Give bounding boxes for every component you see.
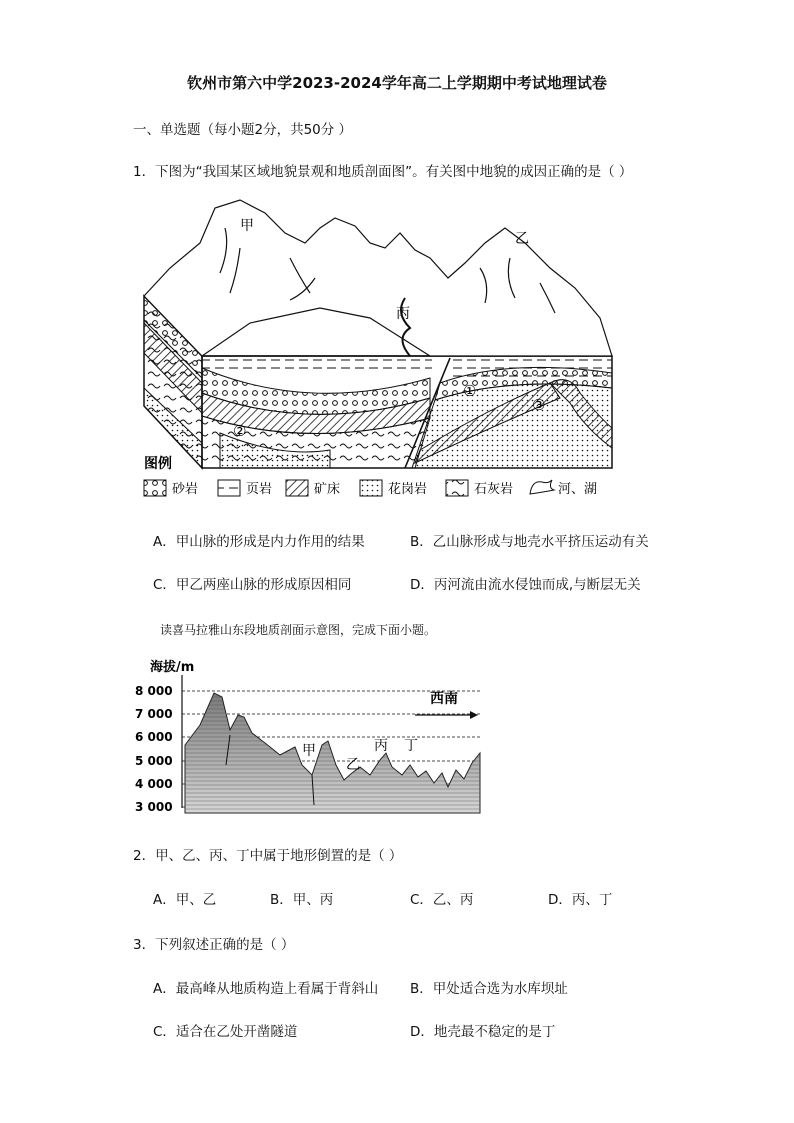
legend-shale: 页岩 [246, 482, 273, 497]
q1-option-d: D．丙河流由流水侵蚀而成,与断层无关 [410, 577, 641, 593]
label-jia-2: 甲 [302, 743, 316, 759]
y-tick-5000: 5 000 [135, 754, 173, 768]
label-yi-2: 乙 [346, 757, 360, 773]
himalaya-profile-figure [130, 655, 490, 815]
y-tick-4000: 4 000 [135, 777, 173, 791]
y-axis [135, 675, 182, 814]
label-circle-3: ③ [532, 396, 546, 414]
label-jia: 甲 [240, 218, 254, 234]
label-bing: 丙 [396, 306, 410, 322]
figure-2-intro: 读喜马拉雅山东段地质剖面示意图，完成下面小题。 [160, 623, 437, 637]
legend-river-lake: 河、湖 [558, 482, 598, 497]
direction-label: 西南 [430, 691, 458, 707]
terrain-profile [185, 693, 480, 813]
q1-option-b: B．乙山脉形成与地壳水平挤压运动有关 [410, 534, 649, 550]
label-bing-2: 丙 [374, 738, 388, 754]
y-tick-8000: 8 000 [135, 684, 173, 698]
legend-title: 图例 [144, 456, 172, 472]
label-circle-1: ① [463, 382, 477, 400]
y-tick-7000: 7 000 [135, 707, 173, 721]
label-ding-2: 丁 [404, 738, 418, 754]
question-3-stem: 3．下列叙述正确的是（ ） [133, 937, 295, 953]
q2-option-a: A．甲、乙 [153, 892, 217, 908]
y-tick-6000: 6 000 [135, 730, 173, 744]
q3-option-b: B．甲处适合选为水库坝址 [410, 981, 568, 997]
label-circle-2: ② [233, 422, 247, 440]
q2-option-b: B．甲、丙 [270, 892, 334, 908]
geology-section-figure [130, 188, 620, 500]
q3-option-c: C．适合在乙处开凿隧道 [153, 1024, 298, 1040]
legend-ore: 矿床 [314, 482, 341, 497]
legend [144, 480, 597, 497]
legend-limestone: 石灰岩 [474, 482, 514, 497]
direction-arrow [415, 690, 478, 719]
q1-option-c: C．甲乙两座山脉的形成原因相同 [153, 577, 352, 593]
q2-option-d: D．丙、丁 [548, 892, 613, 908]
q3-option-a: A．最高峰从地质构造上看属于背斜山 [153, 981, 379, 997]
q2-option-c: C．乙、丙 [410, 892, 474, 908]
mountain-landscape [144, 200, 612, 356]
q3-option-d: D．地壳最不稳定的是丁 [410, 1024, 556, 1040]
y-axis-label: 海拔/m [150, 660, 195, 675]
page-title: 钦州市第六中学2023-2024学年高二上学期期中考试地理试卷 [187, 74, 607, 92]
legend-granite: 花岗岩 [388, 482, 428, 497]
q1-option-a: A．甲山脉的形成是内力作用的结果 [153, 534, 365, 550]
question-2-stem: 2．甲、乙、丙、丁中属于地形倒置的是（ ） [133, 848, 403, 864]
y-tick-3000: 3 000 [135, 800, 173, 814]
question-1-stem: 1．下图为“我国某区域地貌景观和地质剖面图”。有关图中地貌的成因正确的是（ ） [133, 164, 633, 180]
legend-sandstone: 砂岩 [172, 482, 199, 497]
section-heading: 一、单选题（每小题2分，共50分 ） [133, 122, 353, 138]
label-yi: 乙 [515, 231, 529, 247]
